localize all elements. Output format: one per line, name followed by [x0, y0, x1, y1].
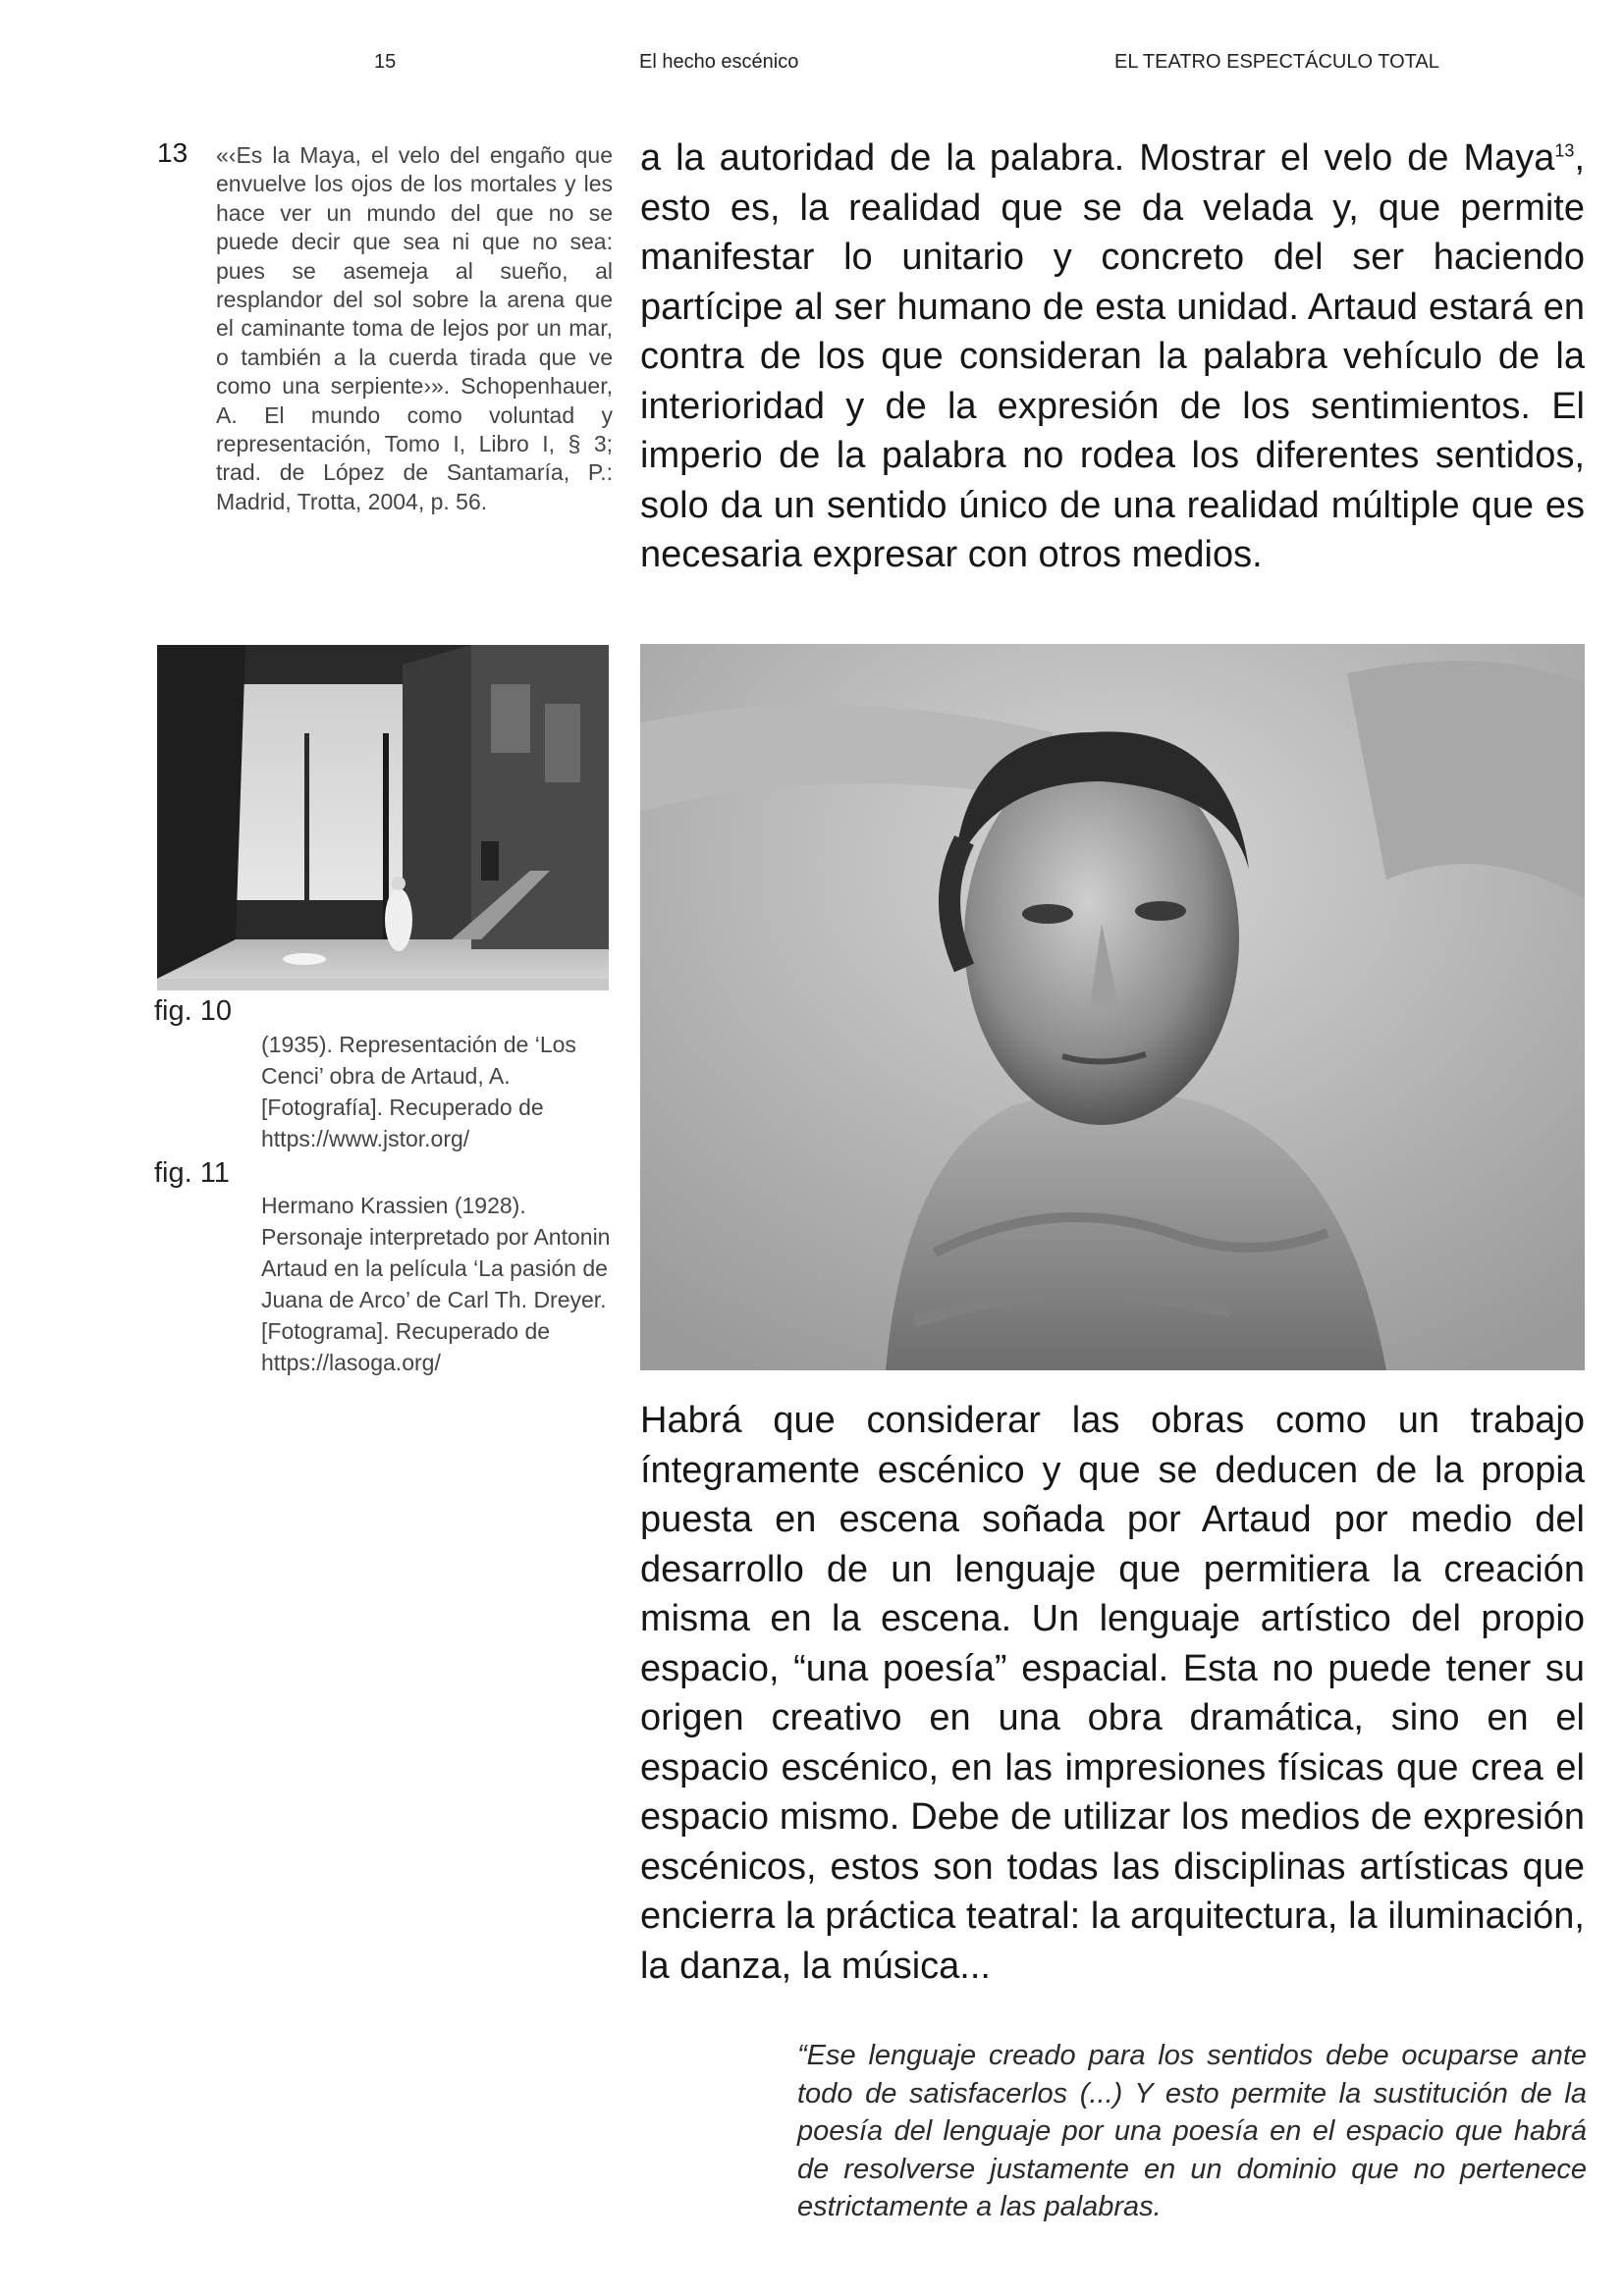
- figure-11-photo: [640, 644, 1585, 1370]
- body-paragraph-2: Habrá que considerar las obras como un trabajo íntegramente escénico y que se deducen de la propia puesta en escena soñada por Artaud por medio del desarrollo de un lenguaje que permitiera la creación misma en la escena. Un lenguaje artístico del propio espacio, “una poesía” espacial. Esta no puede tener su origen creativo en una obra dramática, sino en el espacio escénico, en las impresiones físicas que crea el espacio mismo. Debe de utilizar los medios de expresión escénicos, estos son todas las disciplinas artísticas que encierra la práctica teatral: la arquitectura, la iluminación, la danza, la música...: [640, 1400, 1585, 1987]
- body-paragraph-1-end: , esto es, la realidad que se da velada y, que permite manifestar lo unitario y concreto del ser haciendo partícipe al ser humano de esta unidad. Artaud estará en contra de los que consideran la palabra vehículo de la interioridad y de la expresión de los sentimientos. El imperio de la palabra no rodea los diferentes sentidos, solo da un sentido único de una realidad múltiple que es necesaria expresar con otros medios.: [640, 137, 1585, 575]
- body-paragraph-1-start: a la autoridad de la palabra. Mostrar el velo de Maya: [640, 137, 1555, 179]
- figure-11-label: fig. 11: [154, 1157, 230, 1189]
- footnote-ref[interactable]: 13: [1554, 140, 1575, 161]
- chapter-title: EL TEATRO ESPECTÁCULO TOTAL: [1114, 51, 1439, 73]
- pull-quote: “Ese lenguaje creado para los sentidos debe ocuparse ante todo de satisfacerlos (...) Y esto permite la sustitución de la poesía del lenguaje por una poesía en el espacio que habrá de resolverse justamente en un dominio que no pertenece estrictamente a las palabras.: [797, 2040, 1587, 2222]
- section-title: El hecho escénico: [639, 51, 799, 73]
- footnote-text: «‹Es la Maya, el velo del engaño que envuelve los ojos de los mortales y les hace ver un mundo del que no se puede decir que sea ni que no sea: pues se asemeja al sueño, al resplandor del sol sobre la arena que el caminante toma de lejos por un mar, o también a la cuerda tirada que ve como una serpiente›». Schopenhauer, A. El mundo como voluntad y representación, Tomo I, Libro I, § 3; trad. de López de Santamaría, P.: Madrid, Trotta, 2004, p. 56.: [216, 142, 613, 514]
- body-paragraph-1: [640, 133, 1585, 580]
- page-number: 15: [374, 51, 397, 73]
- stage-scene-image: [157, 645, 609, 990]
- figure-11-caption: Hermano Krassien (1928). Personaje interpretado por Antonin Artaud en la película ‘La pasión de Juana de Arco’ de Carl Th. Dreyer. [Fotograma]. Recuperado de https://lasoga.org/: [261, 1193, 611, 1375]
- figure-10-label: fig. 10: [154, 995, 232, 1027]
- footnote-number: 13: [157, 137, 189, 168]
- figure-10-caption: (1935). Representación de ‘Los Cenci’ obra de Artaud, A. [Fotografía]. Recuperado de https://www.jstor.org/: [261, 1032, 576, 1151]
- figure-10-photo: [157, 645, 609, 990]
- portrait-image: [640, 644, 1585, 1370]
